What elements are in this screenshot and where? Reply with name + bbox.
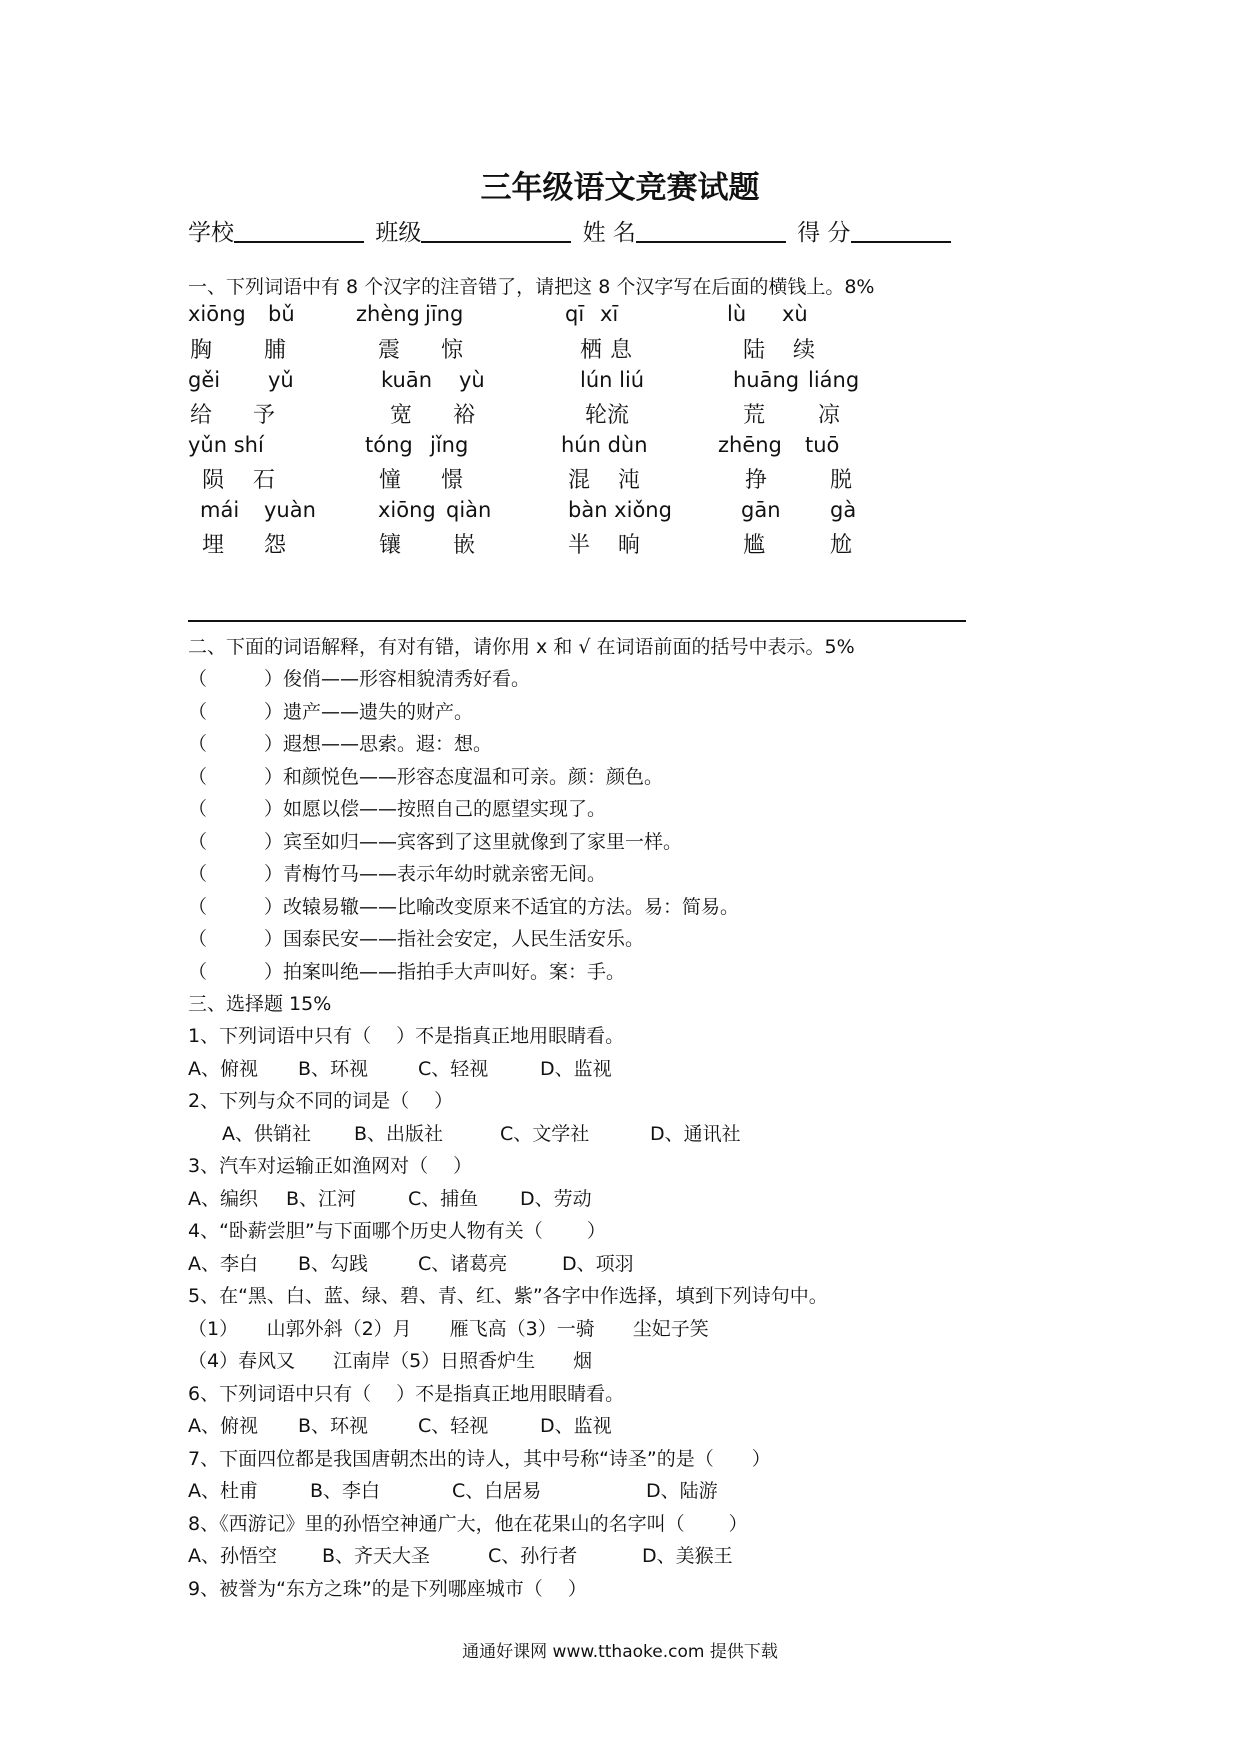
question-7-options xyxy=(188,1476,718,1503)
hanzi: 脱 xyxy=(830,468,853,493)
hanzi: 怨 xyxy=(264,533,287,558)
question-1-options xyxy=(188,1054,612,1081)
option[interactable]: C、捕鱼 xyxy=(408,1188,479,1210)
option[interactable]: B、出版社 xyxy=(354,1123,444,1145)
pinyin: qī xyxy=(565,302,585,326)
pinyin: mái xyxy=(200,498,240,522)
question-4: 4、“卧薪尝胆”与下面哪个历史人物有关（ ） xyxy=(188,1220,606,1242)
judgement-item: （ ）遐想——思索。遐：想。 xyxy=(188,733,493,755)
hanzi: 宽 xyxy=(390,403,413,428)
option[interactable]: D、监视 xyxy=(540,1058,612,1080)
footer-text: 通通好课网 www.tthaoke.com 提供下载 xyxy=(462,1642,778,1662)
hanzi: 尬 xyxy=(830,533,853,558)
option[interactable]: A、李白 xyxy=(188,1253,258,1275)
option[interactable]: D、劳动 xyxy=(520,1188,592,1210)
hanzi: 脯 xyxy=(264,338,287,363)
hanzi: 石 xyxy=(253,468,276,493)
page-title: 三年级语文竞赛试题 xyxy=(480,170,760,206)
judgement-item: （ ）和颜悦色——形容态度温和可亲。颜：颜色。 xyxy=(188,766,664,788)
hanzi: 挣 xyxy=(745,468,768,493)
hanzi: 凉 xyxy=(818,403,841,428)
question-5-line-2: （4）春风又 江南岸（5）日照香炉生 烟 xyxy=(188,1350,593,1372)
judgement-item: （ ）宾至如归——宾客到了这里就像到了家里一样。 xyxy=(188,831,683,853)
pinyin: hún dùn xyxy=(561,433,648,457)
pinyin: xiōng xyxy=(378,498,436,522)
pinyin: jǐng xyxy=(430,433,469,457)
option[interactable]: C、轻视 xyxy=(418,1415,489,1437)
option[interactable]: A、供销社 xyxy=(222,1123,311,1145)
pinyin: xī xyxy=(600,302,619,326)
option[interactable]: C、孙行者 xyxy=(488,1545,578,1567)
question-2-options xyxy=(222,1119,741,1146)
pinyin: qiàn xyxy=(446,498,492,522)
option[interactable]: A、杜甫 xyxy=(188,1480,258,1502)
hanzi: 息 xyxy=(610,338,633,363)
question-6-options xyxy=(188,1411,612,1438)
option[interactable]: C、文学社 xyxy=(500,1123,590,1145)
option[interactable]: B、齐天大圣 xyxy=(322,1545,431,1567)
name-label: 姓 名 xyxy=(582,220,636,246)
pinyin: gěi xyxy=(188,368,221,392)
answer-line[interactable] xyxy=(188,620,966,622)
hanzi: 荒 xyxy=(743,403,766,428)
pinyin: yǔ xyxy=(268,368,294,392)
judgement-item: （ ）遗产——遗失的财产。 xyxy=(188,701,474,723)
hanzi: 予 xyxy=(253,403,276,428)
question-1: 1、下列词语中只有（ ）不是指真正地用眼睛看。 xyxy=(188,1025,625,1047)
pinyin: lún liú xyxy=(580,368,645,392)
section3-heading: 三、选择题 15% xyxy=(188,993,332,1015)
pinyin: jīng xyxy=(425,302,464,326)
pinyin: huāng xyxy=(733,368,800,392)
hanzi: 续 xyxy=(793,338,816,363)
hanzi: 尴 xyxy=(743,533,766,558)
hanzi: 半 xyxy=(568,533,591,558)
judgement-item: （ ）拍案叫绝——指拍手大声叫好。案：手。 xyxy=(188,961,626,983)
judgement-item: （ ）青梅竹马——表示年幼时就亲密无间。 xyxy=(188,863,607,885)
judgement-item: （ ）国泰民安——指社会安定，人民生活安乐。 xyxy=(188,928,645,950)
hanzi: 陆 xyxy=(743,338,766,363)
question-6: 6、下列词语中只有（ ）不是指真正地用眼睛看。 xyxy=(188,1383,625,1405)
question-5: 5、在“黑、白、蓝、绿、碧、青、红、紫”各字中作选择，填到下列诗句中。 xyxy=(188,1285,828,1307)
pinyin: yuàn xyxy=(264,498,316,522)
pinyin: gān xyxy=(741,498,781,522)
section2-heading: 二、下面的词语解释，有对有错，请你用 x 和 √ 在词语前面的括号中表示。5% xyxy=(188,636,855,658)
option[interactable]: D、项羽 xyxy=(562,1253,634,1275)
hanzi: 嵌 xyxy=(453,533,476,558)
pinyin: xiōng xyxy=(188,302,246,326)
option[interactable]: D、陆游 xyxy=(646,1480,718,1502)
pinyin: yǔn shí xyxy=(188,433,264,457)
question-2: 2、下列与众不同的词是（ ） xyxy=(188,1090,454,1112)
question-8-options xyxy=(188,1541,733,1568)
hanzi: 憬 xyxy=(441,468,464,493)
option[interactable]: B、勾践 xyxy=(298,1253,369,1275)
pinyin: bàn xiǒng xyxy=(568,498,672,522)
judgement-item: （ ）俊俏——形容相貌清秀好看。 xyxy=(188,668,531,690)
question-5-line-1: （1） 山郭外斜（2）月 雁飞高（3）一骑 尘妃子笑 xyxy=(188,1318,709,1340)
question-9: 9、被誉为“东方之珠”的是下列哪座城市（ ） xyxy=(188,1578,587,1600)
school-label: 学校 xyxy=(188,220,234,246)
option[interactable]: B、江河 xyxy=(286,1188,357,1210)
option[interactable]: C、轻视 xyxy=(418,1058,489,1080)
score-blank[interactable] xyxy=(851,219,951,243)
option[interactable]: A、俯视 xyxy=(188,1058,258,1080)
pinyin: gà xyxy=(830,498,857,522)
option[interactable]: A、孙悟空 xyxy=(188,1545,277,1567)
option[interactable]: A、编织 xyxy=(188,1188,258,1210)
question-3: 3、汽车对运输正如渔网对（ ） xyxy=(188,1155,473,1177)
pinyin: tóng xyxy=(365,433,413,457)
hanzi: 震 xyxy=(378,338,401,363)
score-label: 得 分 xyxy=(797,220,851,246)
option[interactable]: D、通讯社 xyxy=(650,1123,741,1145)
hanzi: 埋 xyxy=(202,533,225,558)
student-info-row xyxy=(188,214,951,247)
pinyin: tuō xyxy=(805,433,840,457)
question-8: 8、《西游记》里的孙悟空神通广大，他在花果山的名字叫（ ） xyxy=(188,1513,748,1535)
section1-heading: 一、下列词语中有 8 个汉字的注音错了，请把这 8 个汉字写在后面的横钱上。8% xyxy=(188,276,875,298)
option[interactable]: D、美猴王 xyxy=(642,1545,733,1567)
option[interactable]: B、环视 xyxy=(298,1058,369,1080)
option[interactable]: D、监视 xyxy=(540,1415,612,1437)
option[interactable]: B、李白 xyxy=(310,1480,381,1502)
hanzi: 沌 xyxy=(618,468,641,493)
class-blank[interactable] xyxy=(421,219,571,243)
hanzi: 栖 xyxy=(580,338,603,363)
hanzi: 憧 xyxy=(379,468,402,493)
hanzi: 惊 xyxy=(441,338,464,363)
pinyin: kuān xyxy=(381,368,433,392)
hanzi: 混 xyxy=(568,468,591,493)
option[interactable]: B、环视 xyxy=(298,1415,369,1437)
judgement-item: （ ）如愿以偿——按照自己的愿望实现了。 xyxy=(188,798,607,820)
pinyin: liáng xyxy=(808,368,860,392)
name-blank[interactable] xyxy=(636,219,786,243)
option[interactable]: C、诸葛亮 xyxy=(418,1253,508,1275)
option[interactable]: C、白居易 xyxy=(452,1480,542,1502)
class-label: 班级 xyxy=(375,220,422,246)
hanzi: 镶 xyxy=(379,533,402,558)
hanzi: 胸 xyxy=(190,338,213,363)
hanzi: 给 xyxy=(190,403,213,428)
question-7: 7、下面四位都是我国唐朝杰出的诗人，其中号称“诗圣”的是（ ） xyxy=(188,1448,771,1470)
pinyin: yù xyxy=(459,368,485,392)
hanzi: 陨 xyxy=(202,468,225,493)
pinyin: lù xyxy=(727,302,747,326)
pinyin: xù xyxy=(782,302,808,326)
school-blank[interactable] xyxy=(234,219,364,243)
pinyin: zhèng xyxy=(356,302,420,326)
hanzi: 晌 xyxy=(618,533,641,558)
judgement-item: （ ）改辕易辙——比喻改变原来不适宜的方法。易：简易。 xyxy=(188,896,740,918)
pinyin: bǔ xyxy=(268,302,295,326)
hanzi: 轮流 xyxy=(585,403,630,428)
question-3-options xyxy=(188,1184,592,1211)
pinyin: zhēng xyxy=(718,433,782,457)
question-4-options xyxy=(188,1249,634,1276)
option[interactable]: A、俯视 xyxy=(188,1415,258,1437)
hanzi: 裕 xyxy=(453,403,476,428)
